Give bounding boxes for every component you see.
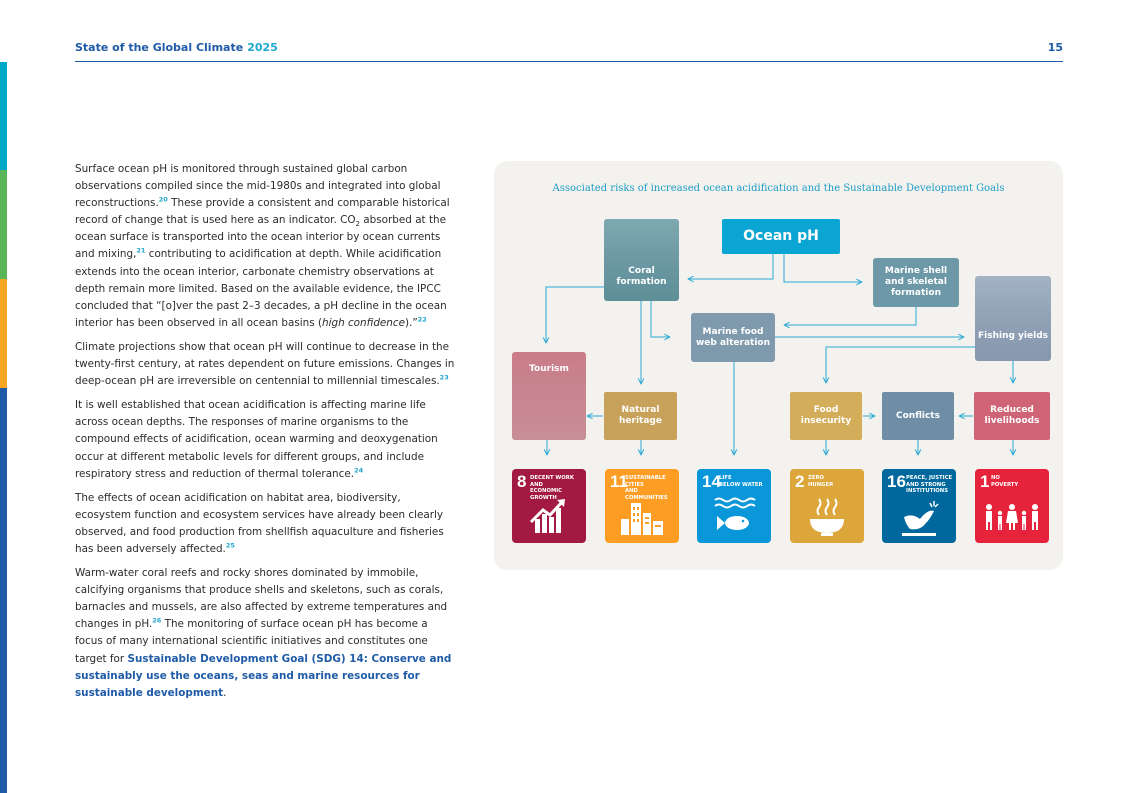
- coral-formation-label: Coral formation: [616, 266, 667, 287]
- footnote-ref[interactable]: 24: [354, 466, 364, 475]
- arrow-shell-to-foodweb: [784, 307, 916, 325]
- strip-segment-blue: [0, 388, 7, 793]
- sdg-label-line: PEACE, JUSTICE: [906, 475, 953, 481]
- sdg-number: 14: [702, 472, 721, 491]
- sdg-label-line: AND STRONG: [906, 481, 946, 488]
- sdg-label-line: ECONOMIC GROWTH: [530, 488, 563, 501]
- color-strip: [0, 62, 7, 793]
- reduced-livelihoods-label: Reduced livelihoods: [984, 405, 1040, 426]
- strip-segment-cyan: [0, 62, 7, 170]
- sdg-number: 11: [610, 472, 628, 491]
- dove-icon: [882, 495, 956, 539]
- sdg-label-line: HUNGER: [808, 481, 834, 488]
- city-buildings-icon: [605, 495, 679, 539]
- body-text-column: [75, 161, 455, 709]
- node-conflicts[interactable]: [882, 392, 954, 440]
- footnote-ref[interactable]: 26: [152, 616, 162, 625]
- page-header: [75, 41, 1063, 62]
- sdg-label: [808, 475, 833, 488]
- strip-segment-green: [0, 170, 7, 279]
- paragraph-5: [75, 565, 455, 702]
- p5-text-b: The monitoring of surface ocean pH has become a focus of many international scientific initiatives and constitutes one target for: [75, 618, 428, 665]
- p1-text-c: absorbed at the ocean surface is transported into the ocean interior by ocean currents and mixing,: [75, 214, 446, 261]
- footnote-ref[interactable]: 20: [158, 195, 168, 204]
- sdg14-link[interactable]: Sustainable Development Goal (SDG) 14: Conserve and sustainably use the oceans, seas and marine resources for sustainable development: [75, 652, 452, 699]
- sdg-2-tile[interactable]: [790, 469, 864, 543]
- strip-segment-orange: [0, 279, 7, 388]
- arrow-fishing-to-food: [826, 347, 975, 383]
- sdg-label-line: LIFE: [719, 475, 732, 481]
- node-marine-shell[interactable]: [873, 258, 959, 307]
- sdg-number: 2: [795, 472, 805, 491]
- node-reduced-livelihoods[interactable]: [974, 392, 1050, 440]
- co2-subscript: 2: [355, 220, 360, 229]
- node-coral-formation[interactable]: [604, 219, 679, 301]
- p5-text-a: Warm-water coral reefs and rocky shores dominated by immobile, calcifying organisms that produce shells and skeletons, such as corals, barnacles and mussels, are also affected by extreme temperatures and changes in pH.: [75, 567, 448, 631]
- node-fishing-yields[interactable]: [975, 276, 1051, 361]
- paragraph-3: [75, 397, 455, 482]
- sdg-label-line: NO: [991, 475, 1000, 481]
- marine-shell-label: Marine shell and skeletal formation: [884, 266, 948, 298]
- sdg-label: [719, 475, 763, 488]
- sdg-label-line: SUSTAINABLE CITIES: [625, 475, 666, 488]
- figure-title: Associated risks of increased ocean acidification and the Sustainable Development Goals: [552, 183, 1005, 194]
- sdg-label-line: BELOW WATER: [719, 481, 763, 488]
- sdg-label: [991, 475, 1018, 488]
- growth-chart-icon: [512, 495, 586, 539]
- paragraph-2: [75, 339, 455, 390]
- sdg-label-line: AND COMMUNITIES: [625, 488, 668, 501]
- sdg-number: 16: [887, 472, 906, 491]
- bowl-icon: [790, 495, 864, 539]
- sdg-label-line: ZERO: [808, 475, 825, 481]
- family-icon: [975, 495, 1049, 539]
- sdg-11-tile[interactable]: [605, 469, 679, 543]
- p1-text-b: These provide a consistent and comparable historical record of change that is used here as an indicator. CO: [75, 197, 450, 227]
- sdg-number: 1: [980, 472, 990, 491]
- sdg-label: [906, 475, 952, 495]
- node-food-insecurity[interactable]: [790, 392, 862, 440]
- sdg-1-tile[interactable]: [975, 469, 1049, 543]
- sdg-8-tile[interactable]: [512, 469, 586, 543]
- arrow-ph-to-shell: [784, 254, 862, 282]
- node-natural-heritage[interactable]: [604, 392, 677, 440]
- report-title: [75, 41, 278, 54]
- footnote-ref[interactable]: 25: [225, 541, 235, 550]
- page-number: 15: [1047, 41, 1063, 54]
- node-marine-food-web[interactable]: [691, 313, 775, 362]
- conflicts-label: Conflicts: [896, 410, 940, 421]
- arrow-ph-to-coral: [688, 254, 773, 279]
- sdg-label-line: POVERTY: [991, 481, 1019, 488]
- footnote-ref[interactable]: 22: [417, 315, 427, 324]
- sdg-label-line: DECENT WORK AND: [530, 475, 574, 488]
- paragraph-4: [75, 490, 455, 558]
- p5-text-c: .: [223, 686, 227, 699]
- footnote-ref[interactable]: 21: [136, 247, 146, 255]
- p1-italic: high confidence: [322, 316, 406, 329]
- p3-text: It is well established that ocean acidification is affecting marine life across ocean depths. The responses of marine organisms to the compound effects of acidification, ocean warming and deoxygenation occur at different metabolic levels for different groups, and include respiratory stress and reduction of thermal tolerance.: [75, 399, 438, 480]
- footnote-ref[interactable]: 23: [439, 373, 449, 382]
- acidification-figure: [494, 161, 1063, 570]
- report-year: 2025: [247, 41, 278, 54]
- report-title-text: State of the Global Climate: [75, 41, 244, 54]
- p2-text: Climate projections show that ocean pH will continue to decrease in the twenty-first century, at rates dependent on future emissions. Changes in deep-ocean pH are irreversible on centennial to millennial timescales.: [75, 340, 455, 388]
- p1-text-a: Surface ocean pH is monitored through sustained global carbon observations compiled since the mid-1980s and integrated into global reconstructions.: [75, 163, 441, 210]
- food-insecurity-label: Food insecurity: [800, 405, 852, 426]
- arrow-coral-to-tourism: [546, 287, 604, 343]
- node-tourism[interactable]: [512, 352, 586, 440]
- p4-text: The effects of ocean acidification on habitat area, biodiversity, ecosystem function and ecosystem services have already been clearly observed, and food production from shellfish aquaculture and fisheries has been adversely affected.: [75, 491, 444, 555]
- fishing-yields-label: Fishing yields: [977, 331, 1048, 341]
- sdg-label-line: INSTITUTIONS: [906, 488, 949, 495]
- arrow-coral-to-foodweb: [651, 301, 670, 337]
- fish-waves-icon: [697, 495, 771, 539]
- sdg-number: 8: [517, 472, 527, 491]
- sdg-16-tile[interactable]: [882, 469, 956, 543]
- p1-text-e: ).”: [405, 316, 418, 329]
- node-ocean-ph[interactable]: Ocean pH: [722, 219, 840, 254]
- sdg-14-tile[interactable]: [697, 469, 771, 543]
- tourism-label: Tourism: [529, 364, 569, 374]
- p1-text-d: contributing to acidification at depth. While acidification extends into the ocean interior, carbonate chemistry observations at depth remain more limited. Based on the available evidence, the IPCC concluded that “[o]ver the past 2–3 decades, a pH decline in the ocean interior has been observed in all ocean basins (: [75, 248, 447, 329]
- marine-food-web-label: Marine food web alteration: [695, 326, 771, 348]
- natural-heritage-label: Natural heritage: [619, 405, 662, 426]
- paragraph-1: [75, 161, 455, 332]
